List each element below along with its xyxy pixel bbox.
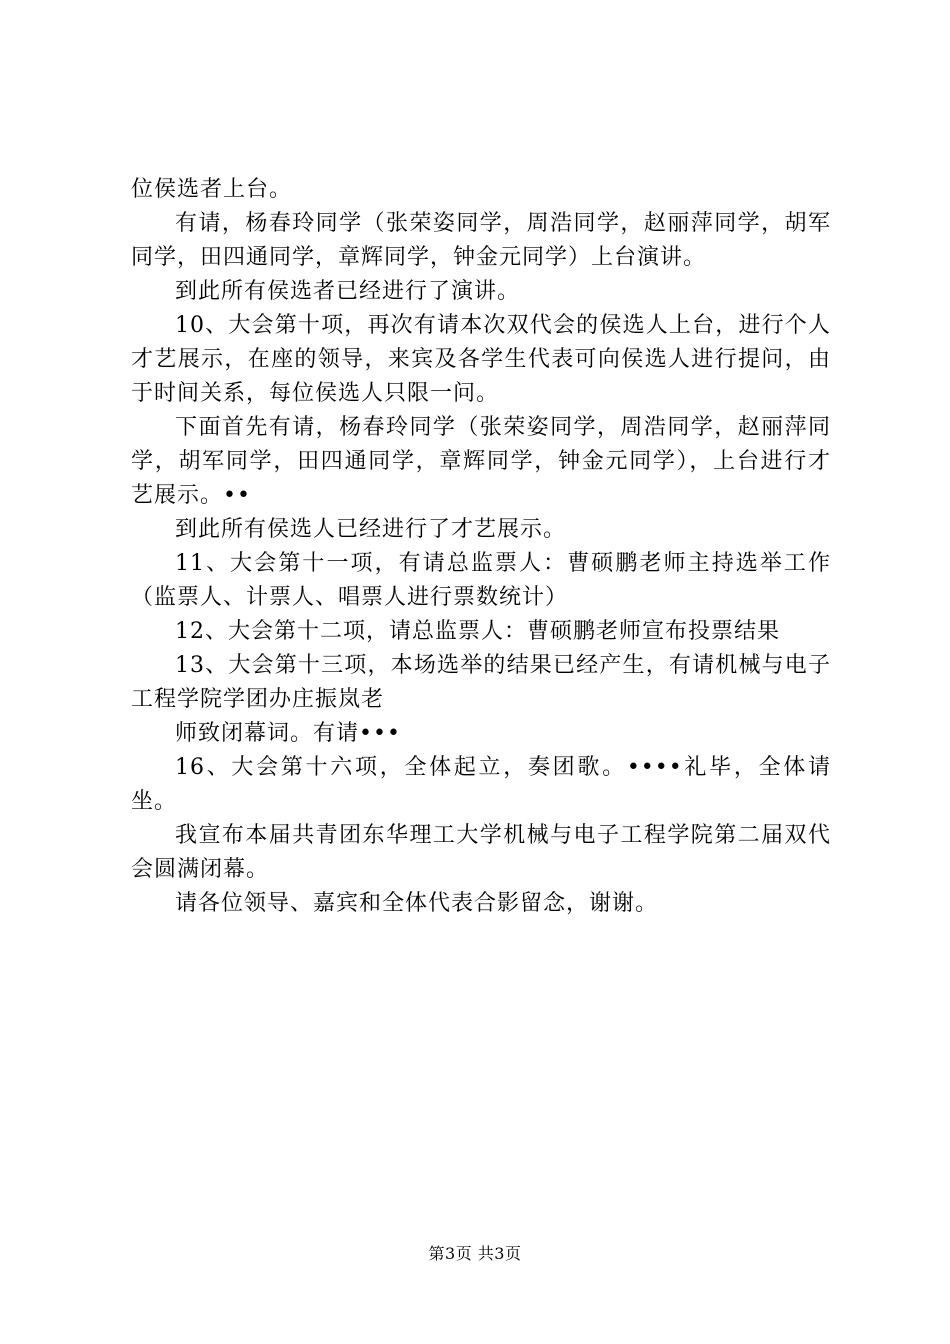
paragraph-continuation: 位侯选者上台。 — [131, 177, 293, 202]
paragraph-speech-done: 到此所有侯选者已经进行了演讲。 — [175, 279, 521, 304]
document-body — [131, 173, 831, 921]
paragraph-closing-speech: 师致闭幕词。有请••• — [175, 721, 401, 746]
paragraph-closing-announcement: 我宣布本届共青团东华理工大学机械与电子工程学院第二届双代会圆满闭幕。 — [131, 823, 831, 882]
paragraph-item-16: 16、大会第十六项，全体起立，奏团歌。••••礼毕，全体请坐。 — [131, 755, 831, 814]
paragraph-speech-invite: 有请，杨春玲同学（张荣姿同学，周浩同学，赵丽萍同学，胡军同学，田四通同学，章辉同学，钟金元同学）上台演讲。 — [131, 211, 831, 270]
page-footer — [0, 1242, 950, 1266]
paragraph-item-13: 13、大会第十三项，本场选举的结果已经产生，有请机械与电子工程学院学团办庄振岚老 — [131, 653, 831, 712]
page-indicator: 第3页 共3页 — [428, 1244, 522, 1263]
paragraph-item-10: 10、大会第十项，再次有请本次双代会的侯选人上台，进行个人才艺展示，在座的领导，来宾及各学生代表可向侯选人进行提问，由于时间关系，每位侯选人只限一问。 — [131, 313, 831, 406]
paragraph-item-12: 12、大会第十二项，请总监票人：曹硕鹏老师宣布投票结果 — [175, 619, 780, 644]
paragraph-talent-done: 到此所有侯选人已经进行了才艺展示。 — [175, 517, 567, 542]
paragraph-group-photo: 请各位领导、嘉宾和全体代表合影留念，谢谢。 — [175, 891, 659, 916]
paragraph-talent-invite: 下面首先有请，杨春玲同学（张荣姿同学，周浩同学，赵丽萍同学，胡军同学，田四通同学，章辉同学，钟金元同学），上台进行才艺展示。•• — [131, 415, 831, 508]
paragraph-item-11: 11、大会第十一项，有请总监票人：曹硕鹏老师主持选举工作（监票人、计票人、唱票人进行票数统计） — [131, 551, 831, 610]
